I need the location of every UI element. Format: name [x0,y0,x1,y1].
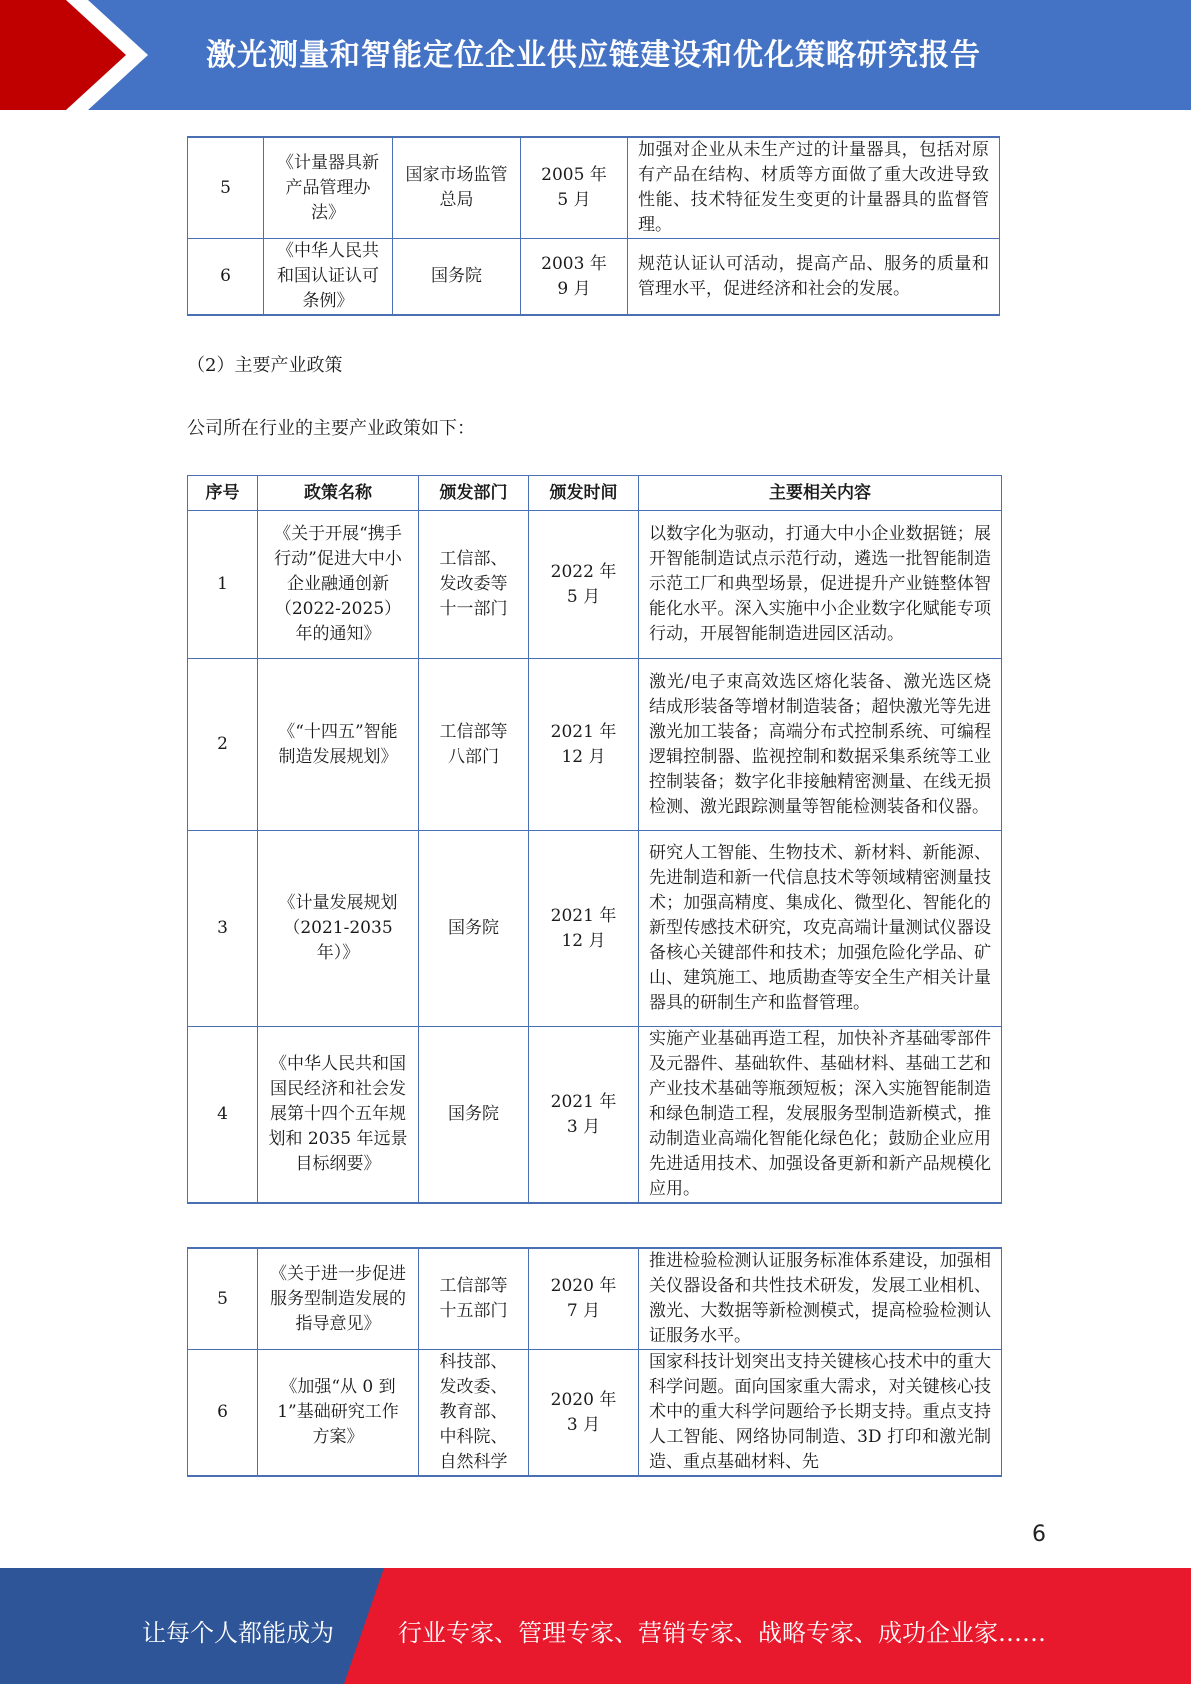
policy-name: 《中华人民共和国认证认可条例》 [264,239,393,316]
issue-date: 2020 年 3 月 [529,1350,639,1477]
row-number: 5 [188,137,264,239]
table-row [188,137,1000,239]
row-number: 6 [188,239,264,316]
policy-content: 国家科技计划突出支持关键核心技术中的重大科学问题。面向国家重大需求，对关键核心技术中的重大科学问题给予长期支持。重点支持人工智能、网络协同制造、3D 打印和激光制造、重点基础材料、先 [639,1350,1002,1477]
policy-content: 研究人工智能、生物技术、新材料、新能源、先进制造和新一代信息技术等领域精密测量技术；加强高精度、集成化、微型化、智能化的新型传感技术研究，攻克高端计量测试仪器设备核心关键部件和技术；加强危险化学品、矿山、建筑施工、地质勘查等安全生产相关计量器具的研制生产和监督管理。 [639,831,1002,1027]
issue-date: 2021 年 12 月 [529,831,639,1027]
row-number: 4 [188,1027,258,1204]
issue-date: 2021 年 12 月 [529,659,639,831]
table-row [188,239,1000,316]
row-number: 3 [188,831,258,1027]
page-number: 6 [1032,1522,1046,1547]
policy-name: 《“十四五”智能制造发展规划》 [258,659,419,831]
issuing-dept: 科技部、发改委、教育部、中科院、自然科学 [419,1350,529,1477]
header-content: 主要相关内容 [639,476,1002,511]
table-header-row [188,476,1002,511]
row-number: 2 [188,659,258,831]
issuing-dept: 国务院 [393,239,521,316]
industry-policy-table-continued [187,1247,1002,1477]
page-header [0,0,1191,110]
table-row [188,831,1002,1027]
row-number: 5 [188,1248,258,1350]
policy-name: 《计量器具新产品管理办法》 [264,137,393,239]
issue-date: 2020 年 7 月 [529,1248,639,1350]
policy-content: 激光/电子束高效选区熔化装备、激光选区烧结成形装备等增材制造装备；超快激光等先进激光加工装备；高端分布式控制系统、可编程逻辑控制器、监视控制和数据采集系统等工业控制装备；数字化非接触精密测量、在线无损检测、激光跟踪测量等智能检测装备和仪器。 [639,659,1002,831]
policy-name: 《中华人民共和国国民经济和社会发展第十四个五年规划和 2035 年远景目标纲要》 [258,1027,419,1204]
policy-content: 规范认证认可活动，提高产品、服务的质量和管理水平，促进经济和社会的发展。 [628,239,1000,316]
issue-date: 2021 年 3 月 [529,1027,639,1204]
policy-content: 实施产业基础再造工程，加快补齐基础零部件及元器件、基础软件、基础材料、基础工艺和产业技术基础等瓶颈短板；深入实施智能制造和绿色制造工程，发展服务型制造新模式，推动制造业高端化智能化绿色化；鼓励企业应用先进适用技术、加强设备更新和新产品规模化应用。 [639,1027,1002,1204]
issuing-dept: 国务院 [419,1027,529,1204]
row-number: 1 [188,511,258,659]
header-no: 序号 [188,476,258,511]
page-footer [0,1568,1191,1684]
table-row [188,1350,1002,1477]
policy-name: 《计量发展规划（2021-2035 年）》 [258,831,419,1027]
policy-name: 《关于开展“携手行动”促进大中小企业融通创新（2022-2025）年的通知》 [258,511,419,659]
header-name: 政策名称 [258,476,419,511]
policy-name: 《关于进一步促进服务型制造发展的指导意见》 [258,1248,419,1350]
footer-slogan-right: 行业专家、管理专家、营销专家、战略专家、成功企业家…… [398,1619,1046,1647]
section-heading: （2）主要产业政策 [187,355,343,376]
table-row [188,511,1002,659]
row-number: 6 [188,1350,258,1477]
issuing-dept: 工信部等十五部门 [419,1248,529,1350]
issuing-dept: 国务院 [419,831,529,1027]
issue-date: 2005 年 5 月 [521,137,628,239]
intro-paragraph: 公司所在行业的主要产业政策如下： [187,418,475,439]
regulation-table-continued [187,136,1000,316]
policy-content: 加强对企业从未生产过的计量器具，包括对原有产品在结构、材质等方面做了重大改进导致性能、技术特征发生变更的计量器具的监督管理。 [628,137,1000,239]
header-dept: 颁发部门 [419,476,529,511]
issuing-dept: 工信部等八部门 [419,659,529,831]
issuing-dept: 国家市场监管总局 [393,137,521,239]
policy-name: 《加强“从 0 到 1”基础研究工作方案》 [258,1350,419,1477]
policy-content: 以数字化为驱动，打通大中小企业数据链；展开智能制造试点示范行动，遴选一批智能制造示范工厂和典型场景，促进提升产业链整体智能化水平。深入实施中小企业数字化赋能专项行动，开展智能制造进园区活动。 [639,511,1002,659]
header-chevron-graphic [0,0,240,110]
policy-content: 推进检验检测认证服务标准体系建设，加强相关仪器设备和共性技术研发，发展工业相机、激光、大数据等新检测模式，提高检验检测认证服务水平。 [639,1248,1002,1350]
industry-policy-table [187,475,1002,1204]
issue-date: 2022 年 5 月 [529,511,639,659]
issuing-dept: 工信部、发改委等十一部门 [419,511,529,659]
footer-slogan-left: 让每个人都能成为 [142,1619,334,1647]
header-date: 颁发时间 [529,476,639,511]
table-row [188,1027,1002,1204]
report-title: 激光测量和智能定位企业供应链建设和优化策略研究报告 [206,38,981,73]
issue-date: 2003 年 9 月 [521,239,628,316]
table-row [188,659,1002,831]
table-row [188,1248,1002,1350]
